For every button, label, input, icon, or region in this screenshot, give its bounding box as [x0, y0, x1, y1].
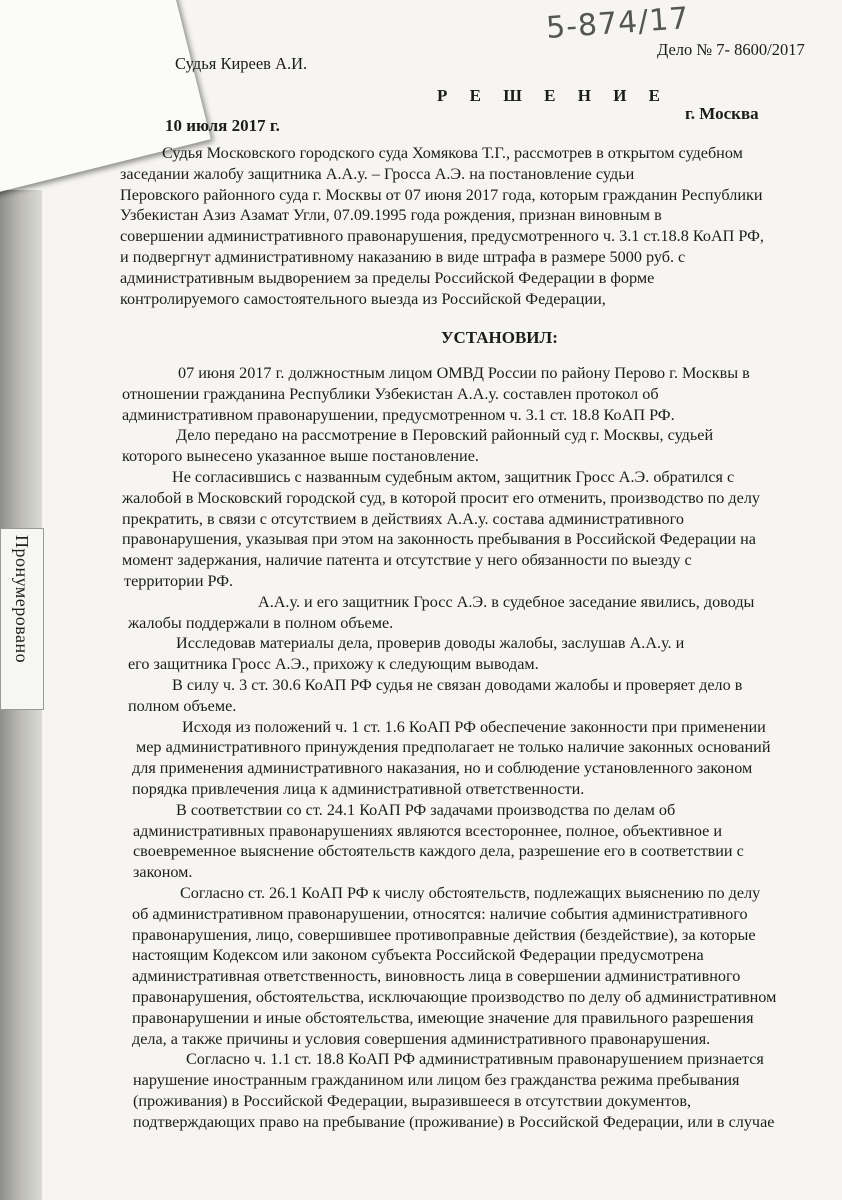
text-line [0, 425, 842, 446]
text-line [0, 405, 842, 426]
text-line-content: административных правонарушениях являются всестороннее, полное, объективное и [133, 821, 723, 840]
text-line [0, 987, 842, 1008]
text-line [0, 289, 842, 310]
text-line [0, 529, 842, 550]
text-line [0, 467, 842, 488]
text-line [0, 883, 842, 904]
text-line-content: и подвергнут административному наказанию в виде штрафа в размере 5000 руб. с [120, 247, 686, 266]
text-line-content: правонарушения, обстоятельства, исключающие производство по делу об административном [132, 987, 777, 1006]
text-line-content: (проживания) в Российской Федерации, выразившееся в отсутствии документов, [133, 1091, 692, 1110]
text-line-content: Перовского районного суда г. Москвы от 07 июня 2017 года, которым гражданин Республики [120, 185, 763, 204]
text-line-content: дела, а также причины и условия совершения административного правонарушения. [132, 1029, 711, 1048]
text-line [0, 862, 842, 883]
text-line-content: нарушение иностранным гражданином или лицом без гражданства режима пребывания [133, 1071, 740, 1090]
text-line-content: полном объеме. [128, 696, 237, 715]
text-line-content: Узбекистан Азиз Азамат Угли, 07.09.1995 года рождения, признан виновным в [120, 206, 662, 225]
text-line [0, 696, 842, 717]
body-text [0, 363, 842, 1132]
text-line-content: административном правонарушении, предусмотренном ч. 3.1 ст. 18.8 КоАП РФ. [122, 405, 675, 424]
text-line-content: 07 июня 2017 г. должностным лицом ОМВД России по району Перово г. Москвы в [178, 364, 750, 382]
judge-name: Судья Киреев А.И. [175, 54, 308, 73]
text-line [0, 1029, 842, 1050]
text-line [0, 717, 842, 738]
decision-city: г. Москва [685, 104, 759, 123]
text-line [0, 966, 842, 987]
text-line-content: В соответствии со ст. 24.1 КоАП РФ задачами производства по делам об [176, 800, 676, 819]
text-line [0, 384, 842, 405]
text-line-content: которого вынесено указанное выше постановление. [122, 447, 479, 466]
text-line-content: Согласно ч. 1.1 ст. 18.8 КоАП РФ административным правонарушением признается [186, 1050, 764, 1069]
text-line [0, 904, 842, 925]
text-line [0, 675, 842, 696]
section-heading: УСТАНОВИЛ: [441, 328, 558, 347]
text-line [0, 164, 842, 185]
text-line-content: Согласно ст. 26.1 КоАП РФ к числу обстоятельств, подлежащих выяснению по делу [180, 883, 761, 902]
text-line-content: правонарушения, лицо, совершившее противоправные действия (бездействие), за которые [132, 925, 756, 944]
text-line [0, 821, 842, 842]
text-line [0, 1049, 842, 1070]
text-line-content: жалобой в Московский городской суд, в которой просит его отменить, производство по делу [122, 488, 761, 507]
text-line-content: подтверждающих право на пребывание (проживание) в Российской Федерации, или в случае [133, 1112, 775, 1131]
text-line [0, 758, 842, 779]
text-line [0, 592, 842, 613]
handwritten-case-number: 5-874/17 [544, 1, 691, 46]
text-line-content: для применения административного наказания, но и соблюдение установленного законом [132, 759, 753, 778]
text-line-content: совершении административного правонарушения, предусмотренного ч. 3.1 ст.18.8 КоАП РФ, [120, 227, 764, 246]
text-line [0, 945, 842, 966]
text-line-content: момент задержания, наличие патента и отсутствие у него обязанности по выезду с [122, 551, 692, 570]
text-line-content: контролируемого самостоятельного выезда из Российской Федерации, [120, 289, 606, 308]
text-line-content: порядка привлечения лица к административной ответственности. [132, 779, 585, 798]
text-line [0, 268, 842, 289]
document-title: Р Е Ш Е Н И Е [437, 86, 670, 105]
text-line-content: мер административного принуждения предполагает не только наличие законных оснований [136, 738, 771, 757]
text-line-content: Исходя из положений ч. 1 ст. 1.6 КоАП РФ обеспечение законности при применении [182, 717, 766, 736]
text-line-content: законом. [133, 863, 193, 882]
text-line-content: настоящим Кодексом или законом субъекта Российской Федерации предусмотрена [132, 946, 704, 965]
text-line-content: об административном правонарушении, относятся: наличие события административного [132, 904, 748, 923]
text-line [0, 226, 842, 247]
text-line [0, 550, 842, 571]
text-line-content: отношении гражданина Республики Узбекистан А.А.у. составлен протокол об [122, 384, 659, 403]
text-line [0, 363, 842, 384]
text-line-content: жалобы поддержали в полном объеме. [128, 613, 394, 632]
text-line [0, 779, 842, 800]
text-line-content: своевременное выяснение обстоятельств каждого дела, разрешение его в соответствии с [133, 842, 744, 861]
case-number: Дело № 7- 8600/2017 [657, 40, 805, 59]
text-line-content: прекратить, в связи с отсутствием в действиях А.А.у. состава административного [122, 509, 684, 528]
text-line [0, 1091, 842, 1112]
text-line [0, 613, 842, 634]
text-line-content: А.А.у. и его защитник Гросс А.Э. в судебное заседание явились, доводы [258, 592, 755, 611]
text-line-content: административным выдворением за пределы Российской Федерации в форме [120, 268, 655, 287]
text-line [0, 654, 842, 675]
text-line [0, 185, 842, 206]
text-line [0, 1070, 842, 1091]
text-line-content: Судья Московского городского суда Хомякова Т.Г., рассмотрев в открытом судебном [162, 144, 743, 162]
text-line [0, 1112, 842, 1133]
text-line-content: Исследовав материалы дела, проверив доводы жалобы, заслушав А.А.у. и [176, 634, 685, 653]
text-line [0, 841, 842, 862]
text-line-content: Дело передано на рассмотрение в Перовский районный суд г. Москвы, судьей [176, 426, 714, 445]
text-line-content: территории РФ. [124, 571, 234, 590]
text-line-content: В силу ч. 3 ст. 30.6 КоАП РФ судья не связан доводами жалобы и проверяет дело в [172, 675, 743, 694]
text-line [0, 446, 842, 467]
text-line [0, 1008, 842, 1029]
decision-date: 10 июля 2017 г. [165, 116, 280, 135]
text-line [0, 737, 842, 758]
text-line-content: его защитника Гросс А.Э., прихожу к следующим выводам. [128, 655, 539, 674]
text-line [0, 247, 842, 268]
text-line [0, 488, 842, 509]
text-line [0, 143, 842, 164]
text-line [0, 925, 842, 946]
text-line [0, 509, 842, 530]
text-line [0, 205, 842, 226]
text-line [0, 800, 842, 821]
text-line-content: Не согласившись с названным судебным актом, защитник Гросс А.Э. обратился с [172, 467, 735, 486]
text-line-content: правонарушения, указывая при этом на законность пребывания в Российской Федерации на [122, 530, 756, 549]
text-line-content: правонарушении и иные обстоятельства, имеющие значение для правильного разрешения [132, 1008, 754, 1027]
text-line [0, 633, 842, 654]
text-line-content: заседании жалобу защитника А.А.у. – Гросса А.Э. на постановление судьи [120, 164, 635, 183]
text-line-content: административная ответственность, виновность лица в совершении административного [132, 967, 741, 986]
text-line [0, 571, 842, 592]
intro-paragraph [0, 143, 842, 309]
stamp-label: Пронумеровано [12, 535, 32, 664]
